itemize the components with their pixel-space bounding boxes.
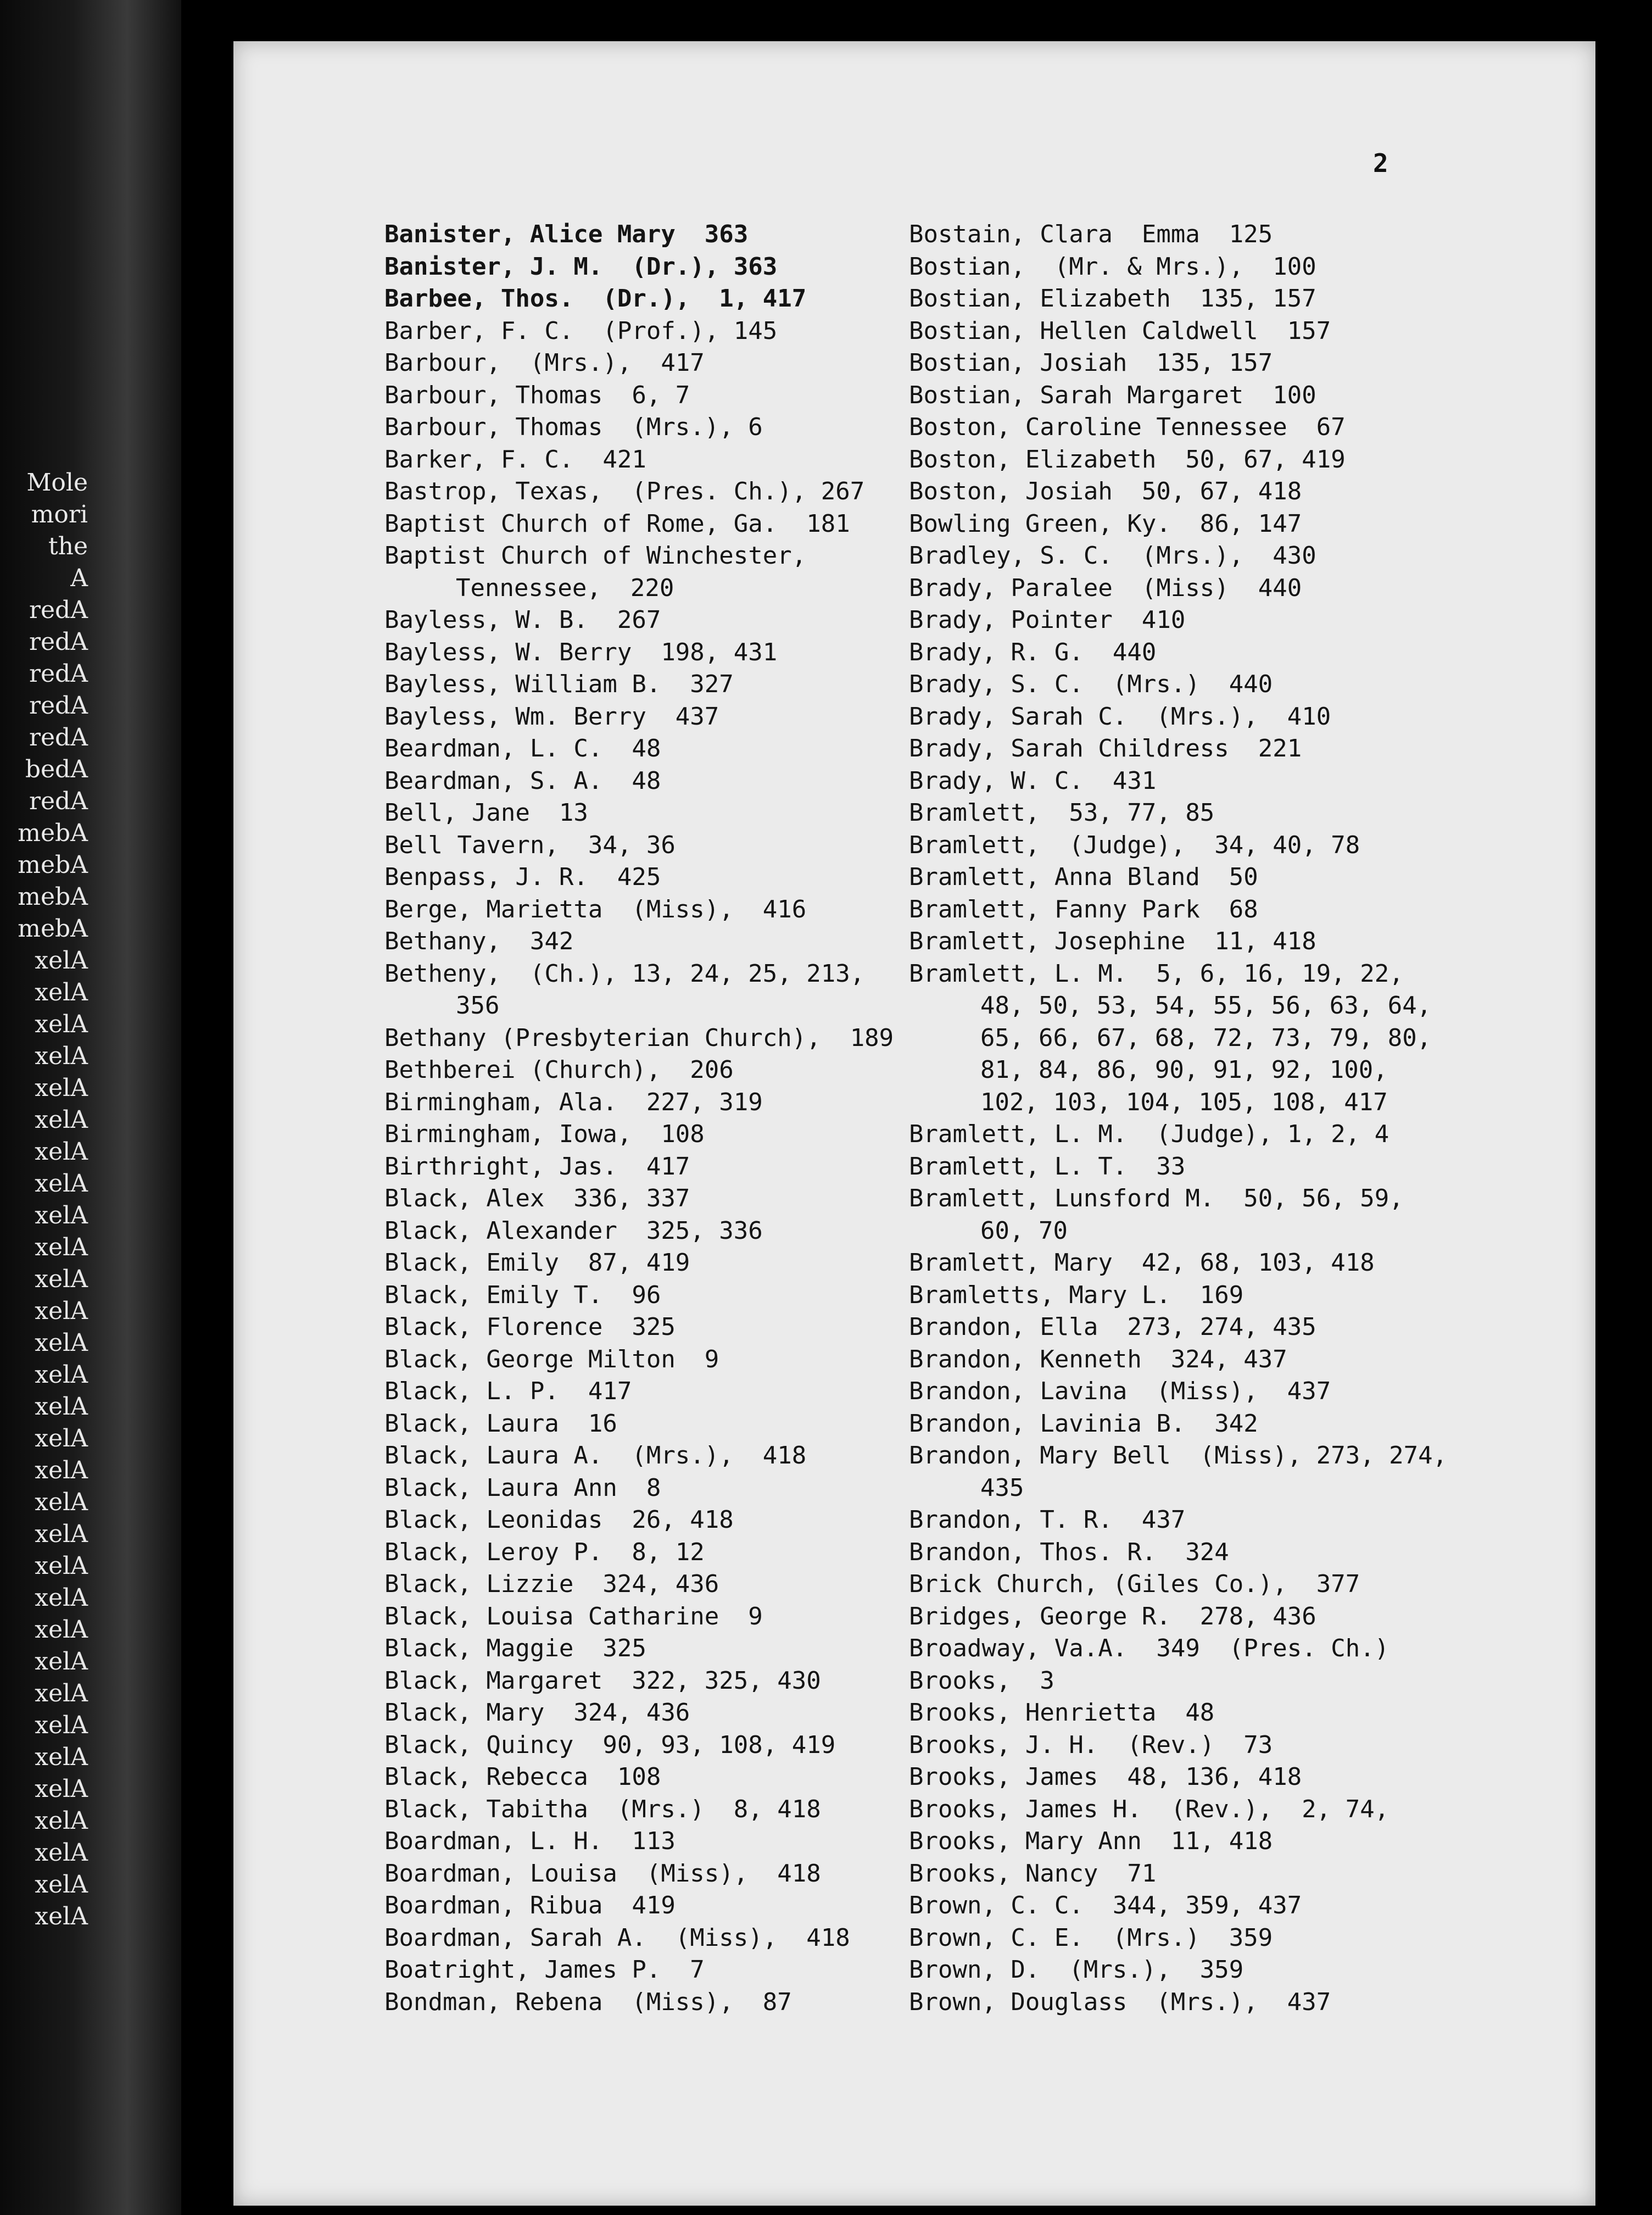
- edge-fragment: xelA: [35, 1170, 88, 1198]
- edge-fragment: mebA: [18, 915, 88, 943]
- edge-fragment: xelA: [35, 1839, 88, 1867]
- index-entry: Bramlett, L. M. 5, 6, 16, 19, 22,: [909, 959, 1404, 988]
- index-entry: Black, Leonidas 26, 418: [384, 1506, 734, 1534]
- index-entry: Bostian, (Mr. & Mrs.), 100: [909, 252, 1316, 281]
- index-entry: Bayless, W. Berry 198, 431: [384, 638, 778, 666]
- index-entry: Birmingham, Iowa, 108: [384, 1120, 705, 1148]
- edge-fragment: xelA: [35, 1393, 88, 1421]
- edge-fragment: redA: [29, 596, 88, 624]
- index-entry: Bayless, William B. 327: [384, 670, 734, 698]
- edge-fragment: xelA: [35, 1648, 88, 1676]
- edge-fragment: xelA: [35, 1201, 88, 1229]
- index-entry: Brandon, Mary Bell (Miss), 273, 274,: [909, 1442, 1448, 1470]
- index-entry: Black, Laura 16: [384, 1409, 617, 1438]
- index-entry: Broadway, Va.A. 349 (Pres. Ch.): [909, 1634, 1389, 1662]
- index-entry: 356: [456, 992, 500, 1020]
- index-entry: Banister, J. M. (Dr.), 363: [384, 252, 778, 281]
- index-entry: 435: [980, 1473, 1024, 1502]
- index-entry: Brady, Sarah Childress 221: [909, 734, 1302, 763]
- index-entry: Brandon, Lavina (Miss), 437: [909, 1377, 1331, 1405]
- index-entry: Brick Church, (Giles Co.), 377: [909, 1570, 1360, 1598]
- index-entry: Boston, Josiah 50, 67, 418: [909, 477, 1302, 505]
- index-entry: Bethany, 342: [384, 927, 574, 955]
- index-entry: Brandon, T. R. 437: [909, 1506, 1186, 1534]
- index-entry: Black, Lizzie 324, 436: [384, 1570, 719, 1598]
- index-entry: Brooks, Henrietta 48: [909, 1699, 1215, 1727]
- adjacent-page-fragments: [11, 467, 88, 1933]
- index-entry: Boardman, Sarah A. (Miss), 418: [384, 1923, 850, 1952]
- edge-fragment: xelA: [35, 1902, 88, 1930]
- index-entry: Bayless, W. B. 267: [384, 606, 661, 634]
- index-entry: Bostian, Josiah 135, 157: [909, 349, 1273, 377]
- edge-fragment: xelA: [35, 1711, 88, 1739]
- edge-fragment: redA: [29, 724, 88, 752]
- page-number: 2: [1373, 148, 1388, 178]
- edge-fragment: Mole: [26, 469, 88, 497]
- index-entry: Bridges, George R. 278, 436: [909, 1602, 1316, 1630]
- index-entry: Brooks, Nancy 71: [909, 1859, 1157, 1888]
- edge-fragment: xelA: [35, 1775, 88, 1803]
- index-entry: Brady, Paralee (Miss) 440: [909, 574, 1302, 602]
- index-entry: Brady, Pointer 410: [909, 606, 1186, 634]
- index-entry: Brady, Sarah C. (Mrs.), 410: [909, 702, 1331, 731]
- index-entry: Brandon, Thos. R. 324: [909, 1538, 1229, 1566]
- index-entry: Black, L. P. 417: [384, 1377, 632, 1405]
- index-entry: Bondman, Rebena (Miss), 87: [384, 1988, 792, 2016]
- index-entry: Bostain, Clara Emma 125: [909, 220, 1273, 248]
- edge-fragment: xelA: [35, 1616, 88, 1644]
- index-entry: Black, Maggie 325: [384, 1634, 646, 1662]
- index-entry: Brandon, Ella 273, 274, 435: [909, 1313, 1316, 1341]
- index-column-right: [909, 219, 1447, 2018]
- index-entry: Birmingham, Ala. 227, 319: [384, 1088, 763, 1116]
- edge-fragment: xelA: [35, 1138, 88, 1166]
- index-entry: Bell Tavern, 34, 36: [384, 831, 676, 859]
- edge-fragment: redA: [29, 660, 88, 688]
- edge-fragment: mori: [31, 500, 88, 528]
- edge-fragment: mebA: [18, 883, 88, 911]
- index-entry: Baptist Church of Rome, Ga. 181: [384, 509, 850, 538]
- index-entry: Bramlett, Fanny Park 68: [909, 895, 1258, 923]
- index-entry: Brown, D. (Mrs.), 359: [909, 1956, 1244, 1984]
- index-entry: Beardman, S. A. 48: [384, 766, 661, 795]
- index-column-left: [384, 219, 894, 2018]
- index-entry: Brandon, Kenneth 324, 437: [909, 1345, 1287, 1373]
- edge-fragment: xelA: [35, 1361, 88, 1389]
- index-entry: 81, 84, 86, 90, 91, 92, 100,: [980, 1056, 1388, 1084]
- index-entry: Brady, W. C. 431: [909, 766, 1157, 795]
- edge-fragment: xelA: [35, 1743, 88, 1771]
- index-entry: Boston, Caroline Tennessee 67: [909, 413, 1346, 441]
- index-entry: Black, Margaret 322, 325, 430: [384, 1666, 821, 1695]
- index-entry: Bramlett, L. M. (Judge), 1, 2, 4: [909, 1120, 1389, 1148]
- edge-fragment: xelA: [35, 1552, 88, 1580]
- index-entry: Bramlett, Anna Bland 50: [909, 863, 1258, 891]
- edge-fragment: xelA: [35, 1106, 88, 1134]
- index-entry: Bayless, Wm. Berry 437: [384, 702, 719, 731]
- index-entry: Bell, Jane 13: [384, 799, 588, 827]
- index-entry: Boardman, Louisa (Miss), 418: [384, 1859, 821, 1888]
- index-entry: Bramletts, Mary L. 169: [909, 1281, 1244, 1309]
- edge-fragment: A: [70, 564, 88, 592]
- edge-fragment: xelA: [35, 1488, 88, 1516]
- index-entry: Barker, F. C. 421: [384, 445, 646, 474]
- edge-fragment: redA: [29, 692, 88, 720]
- edge-fragment: xelA: [35, 1520, 88, 1548]
- edge-fragment: xelA: [35, 1297, 88, 1325]
- index-entry: Bowling Green, Ky. 86, 147: [909, 509, 1302, 538]
- edge-fragment: xelA: [35, 1010, 88, 1038]
- edge-fragment: the: [48, 532, 88, 560]
- edge-fragment: redA: [29, 628, 88, 656]
- index-entry: Boardman, Ribua 419: [384, 1891, 676, 1919]
- index-entry: Bramlett, 53, 77, 85: [909, 799, 1215, 827]
- edge-fragment: xelA: [35, 1042, 88, 1070]
- index-entry: 102, 103, 104, 105, 108, 417: [980, 1088, 1388, 1116]
- index-entry: Black, Florence 325: [384, 1313, 676, 1341]
- edge-fragment: xelA: [35, 978, 88, 1006]
- index-entry: Barber, F. C. (Prof.), 145: [384, 316, 778, 345]
- index-entry: Brady, R. G. 440: [909, 638, 1157, 666]
- index-entry: Black, George Milton 9: [384, 1345, 719, 1373]
- index-entry: Bramlett, (Judge), 34, 40, 78: [909, 831, 1360, 859]
- index-entry: Bastrop, Texas, (Pres. Ch.), 267: [384, 477, 865, 505]
- index-entry: Black, Mary 324, 436: [384, 1699, 690, 1727]
- edge-fragment: redA: [29, 787, 88, 815]
- index-entry: Black, Tabitha (Mrs.) 8, 418: [384, 1795, 821, 1823]
- index-entry: Black, Alex 336, 337: [384, 1184, 690, 1212]
- index-entry: Boatright, James P. 7: [384, 1956, 705, 1984]
- index-entry: Banister, Alice Mary 363: [384, 220, 749, 248]
- edge-fragment: mebA: [18, 819, 88, 847]
- edge-fragment: xelA: [35, 1074, 88, 1102]
- index-entry: Bostian, Hellen Caldwell 157: [909, 316, 1331, 345]
- index-entry: Brooks, James 48, 136, 418: [909, 1763, 1302, 1791]
- index-entry: Boardman, L. H. 113: [384, 1827, 676, 1855]
- index-entry: Baptist Church of Winchester,: [384, 542, 807, 570]
- index-entry: Brooks, Mary Ann 11, 418: [909, 1827, 1273, 1855]
- index-entry: Bethany (Presbyterian Church), 189: [384, 1023, 894, 1052]
- index-entry: Brown, C. E. (Mrs.) 359: [909, 1923, 1273, 1952]
- edge-fragment: xelA: [35, 1424, 88, 1452]
- edge-fragment: xelA: [35, 1807, 88, 1835]
- index-entry: 48, 50, 53, 54, 55, 56, 63, 64,: [980, 992, 1432, 1020]
- edge-fragment: xelA: [35, 1679, 88, 1707]
- index-entry: Tennessee, 220: [456, 574, 674, 602]
- edge-fragment: bedA: [25, 755, 88, 783]
- index-entry: Betheny, (Ch.), 13, 24, 25, 213,: [384, 959, 865, 988]
- index-entry: Barbour, Thomas 6, 7: [384, 381, 690, 409]
- index-entry: Boston, Elizabeth 50, 67, 419: [909, 445, 1346, 474]
- index-entry: Barbour, Thomas (Mrs.), 6: [384, 413, 763, 441]
- index-entry: Black, Rebecca 108: [384, 1763, 661, 1791]
- index-entry: Black, Alexander 325, 336: [384, 1216, 763, 1245]
- index-entry: Brandon, Lavinia B. 342: [909, 1409, 1258, 1438]
- index-entry: Black, Laura A. (Mrs.), 418: [384, 1442, 807, 1470]
- index-entry: Brown, C. C. 344, 359, 437: [909, 1891, 1302, 1919]
- index-entry: Barbour, (Mrs.), 417: [384, 349, 705, 377]
- index-entry: Black, Louisa Catharine 9: [384, 1602, 763, 1630]
- edge-fragment: xelA: [35, 1265, 88, 1293]
- edge-fragment: xelA: [35, 1233, 88, 1261]
- index-entry: Bramlett, L. T. 33: [909, 1152, 1186, 1181]
- index-entry: Bramlett, Mary 42, 68, 103, 418: [909, 1249, 1375, 1277]
- index-entry: Brooks, 3: [909, 1666, 1054, 1695]
- index-entry: Berge, Marietta (Miss), 416: [384, 895, 807, 923]
- index-entry: Black, Leroy P. 8, 12: [384, 1538, 705, 1566]
- index-entry: Beardman, L. C. 48: [384, 734, 661, 763]
- index-entry: Bethberei (Church), 206: [384, 1056, 734, 1084]
- index-entry: Black, Emily 87, 419: [384, 1249, 690, 1277]
- index-entry: Black, Emily T. 96: [384, 1281, 661, 1309]
- edge-fragment: xelA: [35, 1329, 88, 1357]
- index-entry: Birthright, Jas. 417: [384, 1152, 690, 1181]
- index-entry: Bramlett, Josephine 11, 418: [909, 927, 1316, 955]
- index-entry: Bramlett, Lunsford M. 50, 56, 59,: [909, 1184, 1404, 1212]
- index-entry: Black, Quincy 90, 93, 108, 419: [384, 1730, 836, 1759]
- edge-fragment: xelA: [35, 1584, 88, 1612]
- edge-fragment: mebA: [18, 851, 88, 879]
- index-entry: Benpass, J. R. 425: [384, 863, 661, 891]
- index-entry: Brooks, J. H. (Rev.) 73: [909, 1730, 1273, 1759]
- index-entry: 65, 66, 67, 68, 72, 73, 79, 80,: [980, 1023, 1432, 1052]
- index-entry: Barbee, Thos. (Dr.), 1, 417: [384, 285, 807, 313]
- edge-fragment: xelA: [35, 1871, 88, 1899]
- index-entry: Brady, S. C. (Mrs.) 440: [909, 670, 1273, 698]
- index-entry: Bostian, Elizabeth 135, 157: [909, 285, 1316, 313]
- index-entry: Bradley, S. C. (Mrs.), 430: [909, 542, 1316, 570]
- edge-fragment: xelA: [35, 947, 88, 975]
- index-entry: Black, Laura Ann 8: [384, 1473, 661, 1502]
- index-entry: Brown, Douglass (Mrs.), 437: [909, 1988, 1331, 2016]
- edge-fragment: xelA: [35, 1456, 88, 1484]
- index-entry: Brooks, James H. (Rev.), 2, 74,: [909, 1795, 1389, 1823]
- index-entry: 60, 70: [980, 1216, 1068, 1245]
- index-entry: Bostian, Sarah Margaret 100: [909, 381, 1316, 409]
